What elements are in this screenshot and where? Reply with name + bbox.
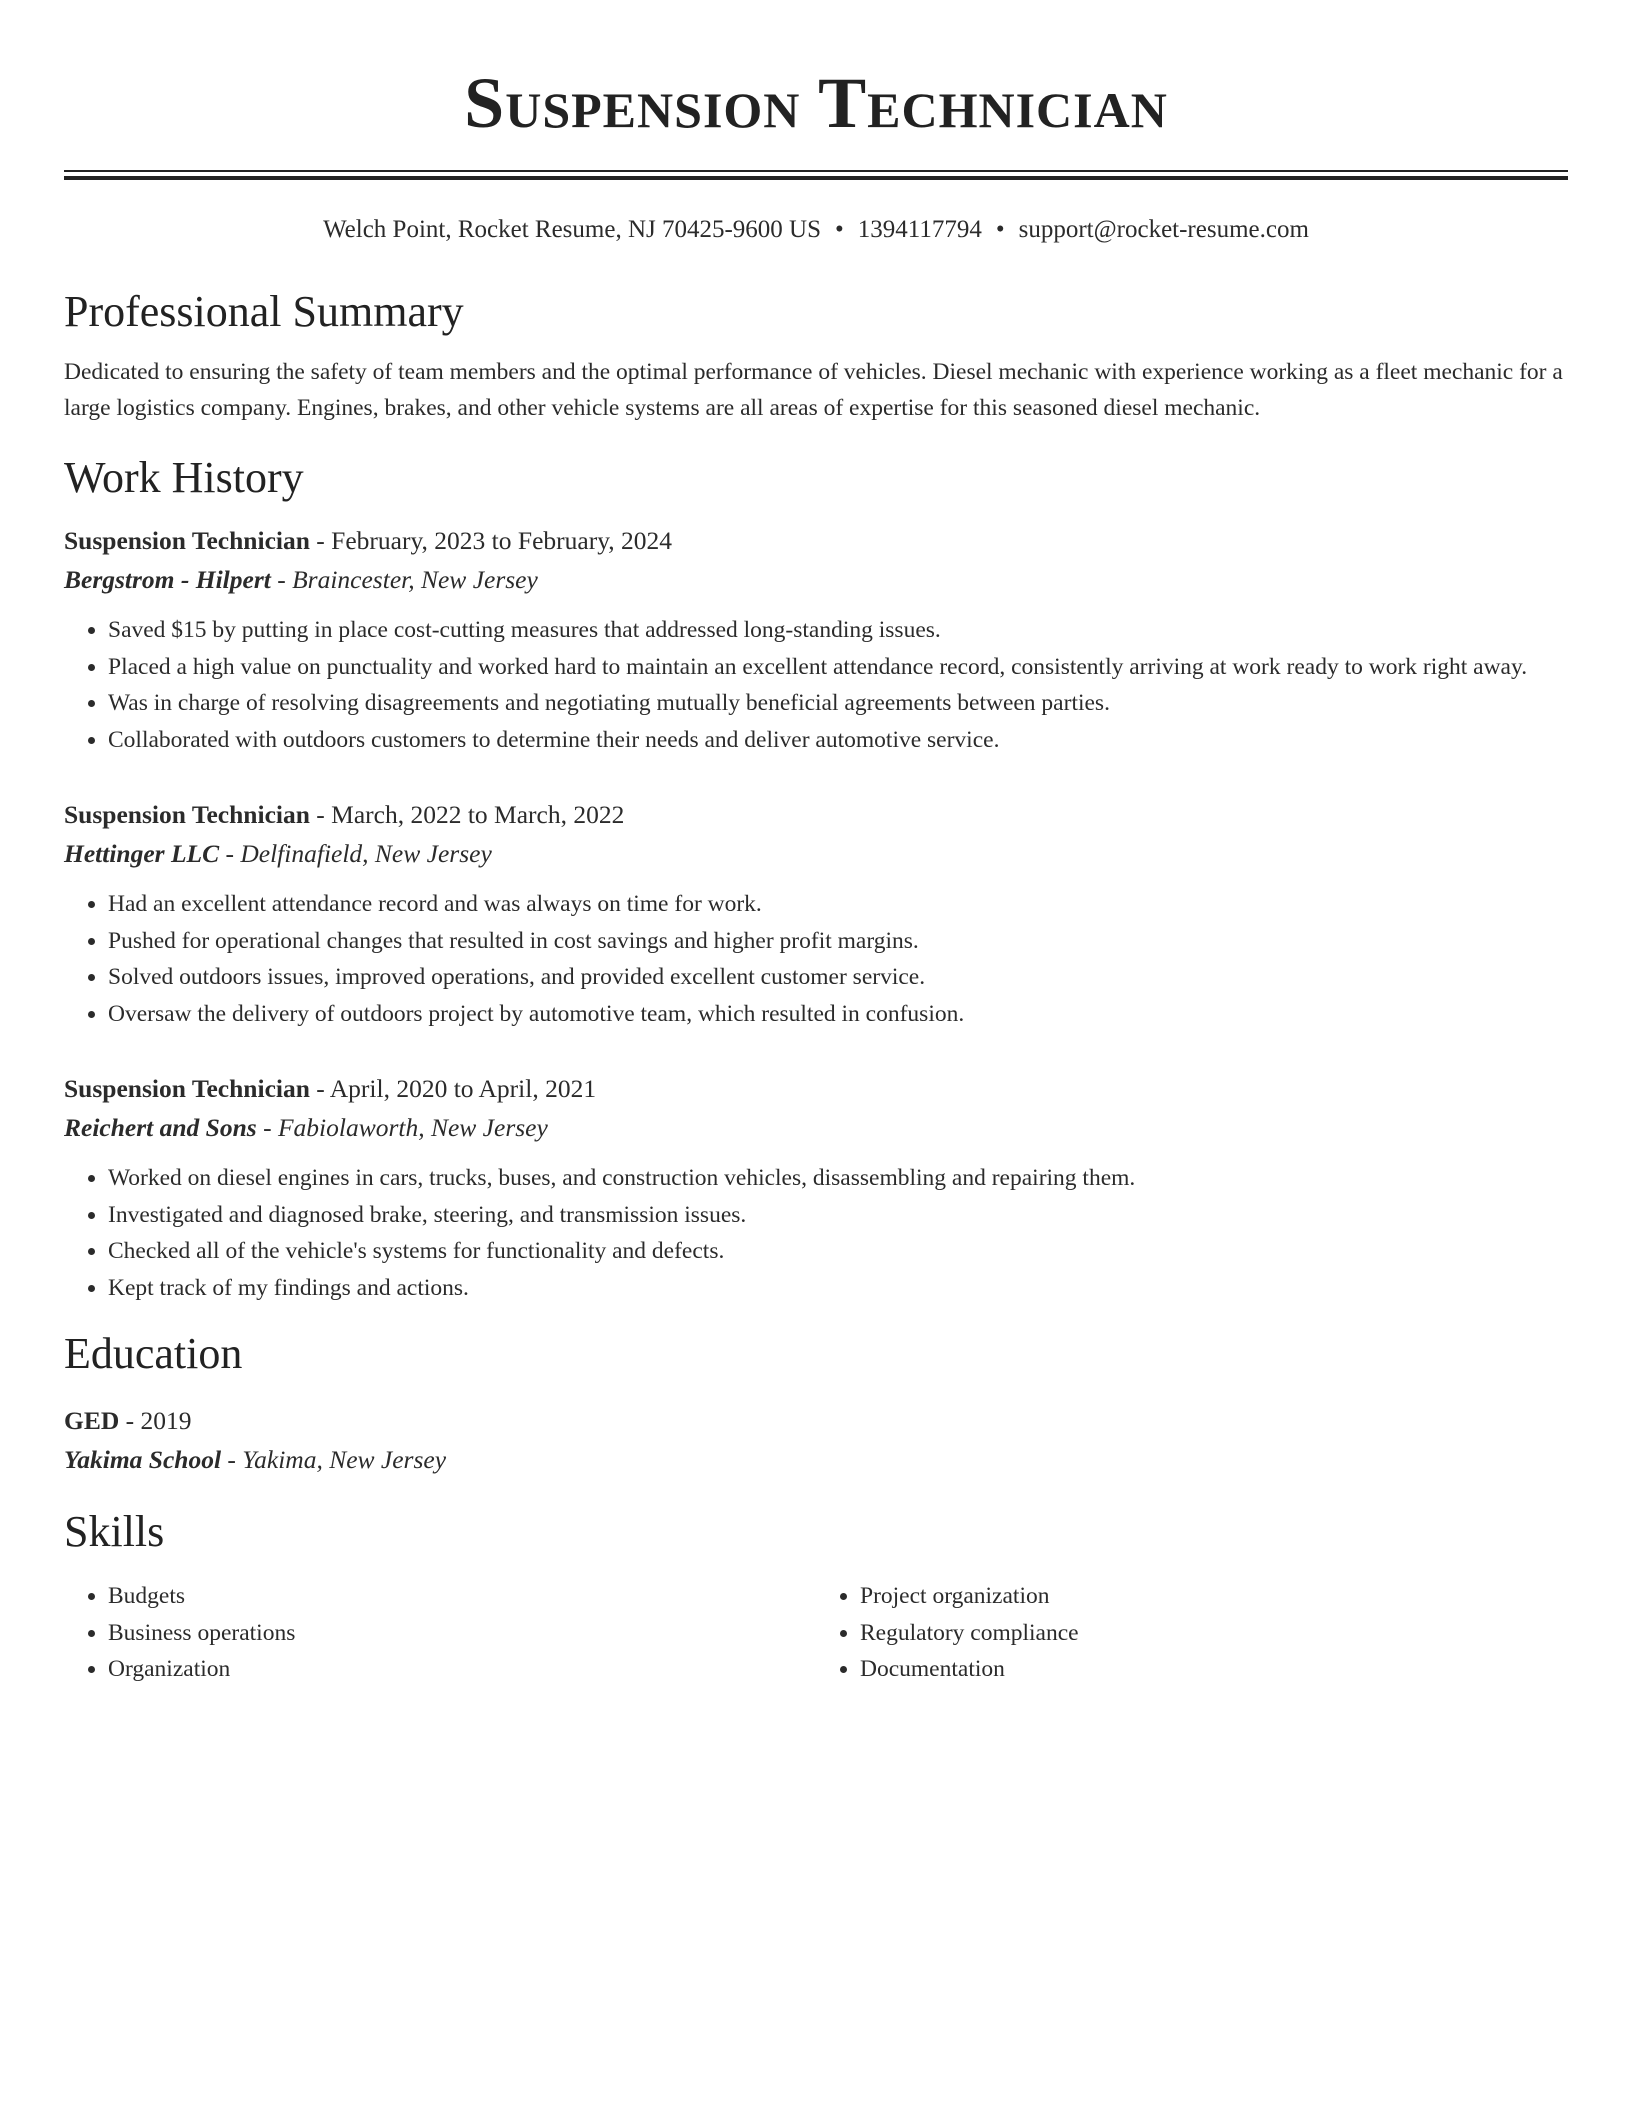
job-dates: - April, 2020 to April, 2021	[309, 1074, 597, 1103]
job-title-line	[64, 796, 1568, 834]
job-bullets	[64, 886, 1568, 1032]
job-bullet: • Oversaw the delivery of outdoors project by automotive team, which resulted in confusion.	[108, 996, 1568, 1033]
contact-email: support@rocket-resume.com	[1018, 216, 1309, 243]
summary-text: Dedicated to ensuring the safety of team members and the optimal performance of vehicles. Diesel mechanic with experience working as a fleet mechanic for a large logistics company. Engines, brakes, and other vehicle systems are all areas of expertise for this seasoned diesel mechanic.	[64, 359, 1563, 421]
job-bullet: • Investigated and diagnosed brake, steering, and transmission issues.	[108, 1197, 1568, 1234]
job-bullet: • Checked all of the vehicle's systems for functionality and defects.	[108, 1233, 1568, 1270]
skill-item: • Project organization	[860, 1578, 1568, 1615]
skills-list	[64, 1578, 1568, 1688]
job-bullet: • Pushed for operational changes that resulted in cost savings and higher profit margins.	[108, 923, 1568, 960]
job-entry	[64, 796, 1568, 1032]
skills-heading: Skills	[64, 1507, 165, 1556]
job-bullet: • Had an excellent attendance record and was always on time for work.	[108, 886, 1568, 923]
company-line	[64, 560, 1568, 600]
education-heading: Education	[64, 1329, 243, 1378]
job-bullets	[64, 1160, 1568, 1306]
company-name: Bergstrom - Hilpert	[64, 565, 271, 594]
school-name: Yakima School	[64, 1445, 222, 1474]
company-location: - Delfinafield, New Jersey	[219, 839, 492, 868]
summary-heading: Professional Summary	[64, 287, 464, 336]
contact-line	[64, 214, 1568, 246]
job-bullet: • Worked on diesel engines in cars, trucks, buses, and construction vehicles, disassembling and repairing them.	[108, 1160, 1568, 1197]
skills-column-right	[816, 1578, 1568, 1688]
skill-item: • Organization	[108, 1651, 816, 1688]
company-name: Reichert and Sons	[64, 1113, 257, 1142]
skills-column-left	[64, 1578, 816, 1688]
degree-year: - 2019	[119, 1406, 192, 1435]
company-location: - Braincester, New Jersey	[270, 565, 538, 594]
degree-name: GED	[64, 1406, 120, 1435]
job-bullet: • Placed a high value on punctuality and worked hard to maintain an excellent attendance record, consistently arriving at work ready to work right away.	[108, 649, 1568, 686]
education-entry	[64, 1402, 1568, 1480]
contact-address: Welch Point, Rocket Resume, NJ 70425-9600 US	[323, 216, 822, 243]
resume-name: Suspension Technician	[464, 63, 1168, 143]
job-bullet: • Solved outdoors issues, improved operations, and provided excellent customer service.	[108, 959, 1568, 996]
job-bullet: • Collaborated with outdoors customers to determine their needs and deliver automotive service.	[108, 722, 1568, 759]
job-title-line	[64, 522, 1568, 560]
degree-line	[64, 1402, 1568, 1440]
skill-item: • Budgets	[108, 1578, 816, 1615]
job-title-line	[64, 1070, 1568, 1108]
school-location: - Yakima, New Jersey	[221, 1445, 447, 1474]
job-dates: - March, 2022 to March, 2022	[309, 800, 625, 829]
contact-phone: 1394117794	[857, 216, 982, 243]
company-line	[64, 834, 1568, 874]
job-title: Suspension Technician	[64, 1074, 310, 1103]
header-divider	[64, 170, 1568, 180]
company-line	[64, 1108, 1568, 1148]
job-title: Suspension Technician	[64, 800, 310, 829]
skill-item: • Regulatory compliance	[860, 1615, 1568, 1652]
job-title: Suspension Technician	[64, 526, 310, 555]
company-name: Hettinger LLC	[64, 839, 220, 868]
job-bullet: • Saved $15 by putting in place cost-cutting measures that addressed long-standing issues.	[108, 612, 1568, 649]
job-dates: - February, 2023 to February, 2024	[309, 526, 673, 555]
job-entry	[64, 522, 1568, 758]
company-location: - Fabiolaworth, New Jersey	[256, 1113, 548, 1142]
contact-separator: •	[995, 216, 1005, 243]
skill-item: • Business operations	[108, 1615, 816, 1652]
job-entry	[64, 1070, 1568, 1306]
skill-item: • Documentation	[860, 1651, 1568, 1688]
school-line	[64, 1440, 1568, 1480]
job-bullet: • Kept track of my findings and actions.	[108, 1270, 1568, 1307]
job-bullet: • Was in charge of resolving disagreements and negotiating mutually beneficial agreements between parties.	[108, 685, 1568, 722]
contact-separator: •	[835, 216, 844, 243]
job-bullets	[64, 612, 1568, 758]
work-history-heading: Work History	[64, 453, 304, 502]
